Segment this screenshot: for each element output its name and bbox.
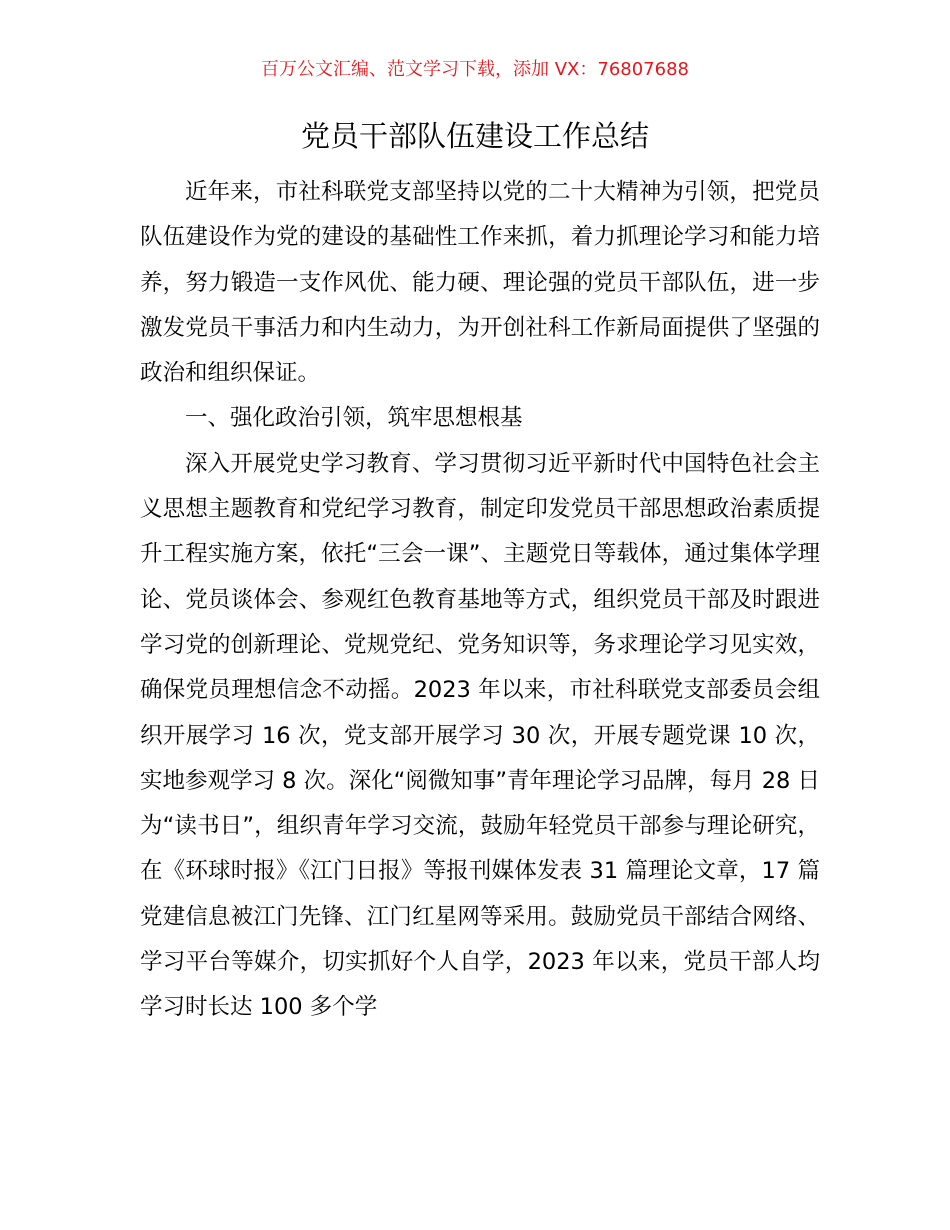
watermark-banner: 百万公文汇编、范文学习下载，添加 VX：76807688 <box>261 59 689 80</box>
document-title: 党员干部队伍建设工作总结 <box>300 119 649 153</box>
paragraph-intro: 近年来，市社科联党支部坚持以党的二十大精神为引领，把党员队伍建设作为党的建设的基础性工作来抓，着力抓理论学习和能力培养，努力锻造一支作风优、能力硬、理论强的党员干部队伍，进一步激发党员干事活力和内生动力，为开创社科工作新局面提供了坚强的政治和组织保证。 <box>140 179 820 387</box>
paragraph-section-1: 深入开展党史学习教育、学习贯彻习近平新时代中国特色社会主义思想主题教育和党纪学习教育，制定印发党员干部思想政治素质提升工程实施方案，依托“三会一课”、主题党日等载体，通过集体学理论、党员谈体会、参观红色教育基地等方式，组织党员干部及时跟进学习党的创新理论、党规党纪、党务知识等，务求理论学习见实效，确保党员理想信念不动摇。2023 年以来，市社科联党支部委员会组织开展学习 16 次，党支部开展学习 30 次，开展专题党课 10 次，实地参观学习 8 次。深化“阅微知事”青年理论学习品牌，每月 28 日为“读书日”，组织青年学习交流，鼓励年轻党员干部参与理论研究，在《环球时报》《江门日报》等报刊媒体发表 31 篇理论文章，17 篇党建信息被江门先锋、江门红星网等采用。鼓励党员干部结合网络、学习平台等媒介，切实抓好个人自学，2023 年以来，党员干部人均学习时长达 100 多个学 <box>140 450 820 1021</box>
section-heading-1: 一、强化政治引领，筑牢思想根基 <box>185 405 523 432</box>
document-body <box>140 170 820 1031</box>
